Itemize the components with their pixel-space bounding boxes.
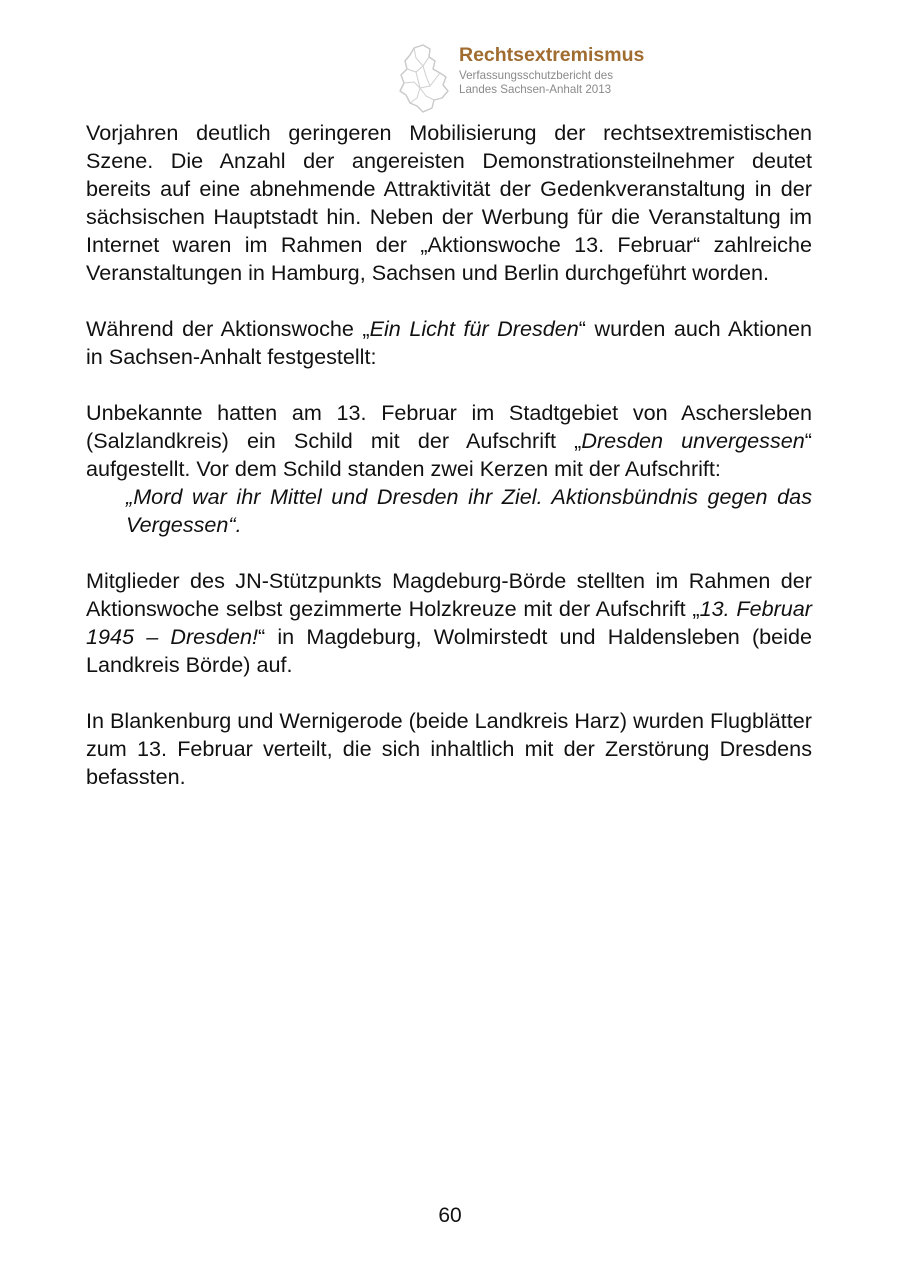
page-number: 60 bbox=[438, 1204, 462, 1227]
header-text bbox=[459, 42, 699, 97]
paragraph-jn-italic: 13. Februar 1945 – Dresden! bbox=[86, 596, 812, 649]
paragraph-mobilisierung: Vorjahren deutlich geringeren Mobilisierung der rechtsextremistischen Szene. Die Anzahl der angereisten Demonstrationsteilnehmer deutet bereits auf eine abnehmende Attraktivität der Gedenkveranstaltung in der sächsischen Hauptstadt hin. Neben der Werbung für die Veranstaltung im Internet waren im Rahmen der „Aktionswoche 13. Februar“ zahlreiche Veranstaltungen in Hamburg, Sachsen und Berlin durchgeführt worden. bbox=[86, 120, 812, 285]
main-content bbox=[86, 119, 812, 819]
sachsen-anhalt-map-icon bbox=[396, 42, 454, 114]
paragraph-jn-stuetzpunkt bbox=[86, 567, 812, 679]
paragraph-jn-text-before: Mitglieder des JN-Stützpunkts Magdeburg-Börde stellten im Rahmen der Aktionswoche selbst gezimmerte Holzkreuze mit der Aufschrift „ bbox=[86, 568, 812, 621]
page-header bbox=[396, 42, 696, 114]
header-title: Rechtsextremismus bbox=[459, 44, 645, 66]
header-subtitle-line1: Verfassungsschutzbericht des bbox=[459, 69, 614, 82]
paragraph-aschersleben bbox=[86, 399, 812, 483]
paragraph-aktionswoche bbox=[86, 315, 812, 371]
header-subtitle-line2: Landes Sachsen-Anhalt 2013 bbox=[459, 83, 612, 96]
paragraph-aschersleben-italic: Dresden unvergessen bbox=[581, 428, 805, 453]
block-quote: „Mord war ihr Mittel und Dresden ihr Ziel. Aktionsbündnis gegen das Vergessen“. bbox=[126, 484, 812, 537]
paragraph-aschersleben-text-before: Unbekannte hatten am 13. Februar im Stadtgebiet von Aschersleben (Salzlandkreis) ein Schild mit der Aufschrift „ bbox=[86, 400, 812, 453]
paragraph-aktionswoche-text-after: “ wurden auch Aktionen in Sachsen-Anhalt festgestellt: bbox=[86, 316, 813, 369]
paragraph-aktionswoche-text-before: Während der Aktionswoche „ bbox=[86, 316, 370, 341]
paragraph-jn-text-after: “ in Magdeburg, Wolmirstedt und Haldensleben (beide Landkreis Börde) auf. bbox=[86, 624, 812, 677]
paragraph-aktionswoche-italic: Ein Licht für Dresden bbox=[369, 316, 579, 341]
paragraph-aschersleben-text-after: “ aufgestellt. Vor dem Schild standen zwei Kerzen mit der Aufschrift: bbox=[86, 428, 812, 481]
paragraph-flugblaetter: In Blankenburg und Wernigerode (beide Landkreis Harz) wurden Flugblätter zum 13. Februar verteilt, die sich inhaltlich mit der Zerstörung Dresdens befassten. bbox=[86, 708, 812, 789]
